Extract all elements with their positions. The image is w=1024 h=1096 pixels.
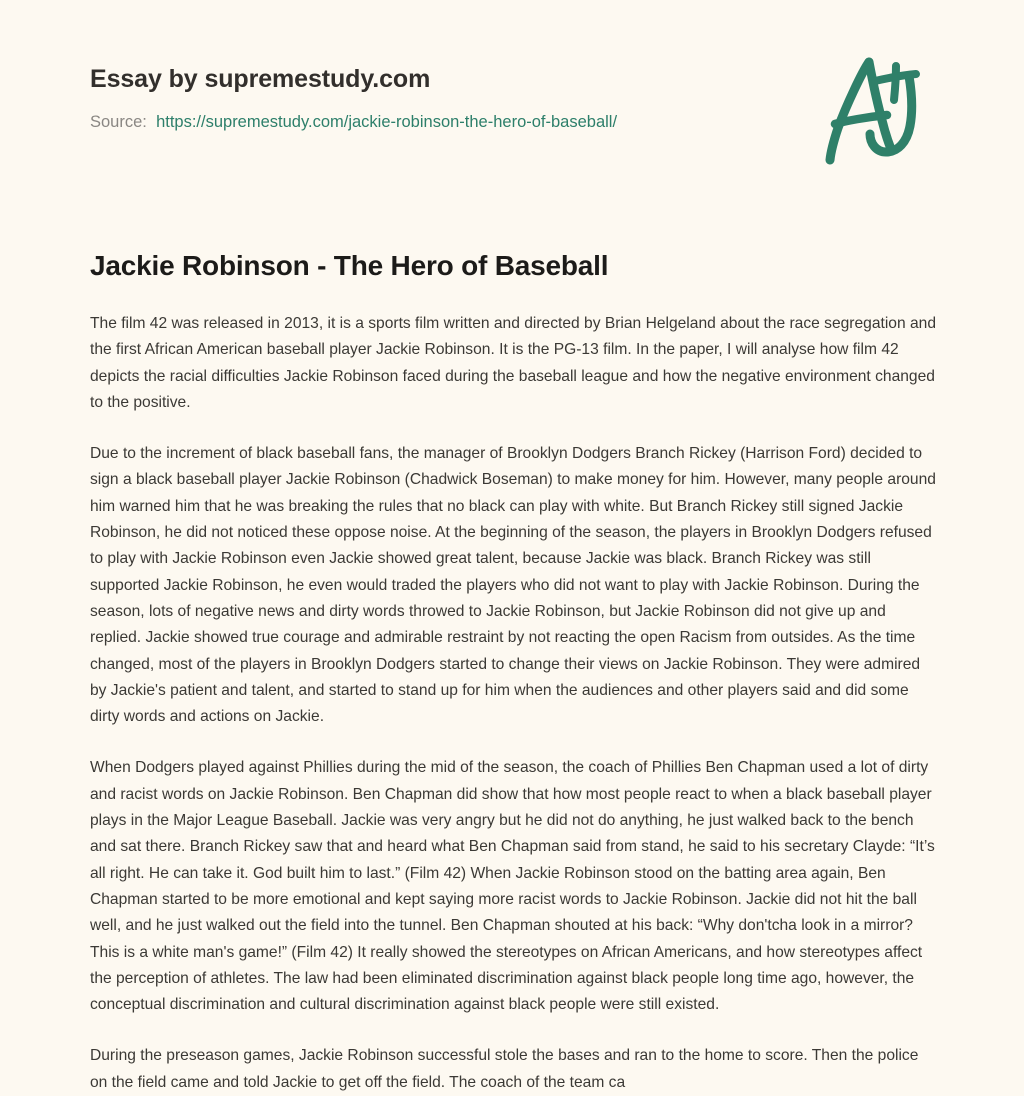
article-body [90,311,938,1096]
source-line [90,112,790,133]
article-paragraph: Due to the increment of black baseball fans, the manager of Brooklyn Dodgers Branch Rickey (Harrison Ford) decided to sign a black baseball player Jackie Robinson (Chadwick Boseman) to make money for him. However, many people around him warned him that he was breaking the rules that no black can play with white. But Branch Rickey still signed Jackie Robinson, he did not noticed these oppose noise. At the beginning of the season, the players in Brooklyn Dodgers refused to play with Jackie Robinson even Jackie showed great talent, because Jackie was black. Branch Rickey was still supported Jackie Robinson, he even would traded the players who did not want to play with Jackie Robinson. During the season, lots of negative news and dirty words throwed to Jackie Robinson, but Jackie Robinson did not give up and replied. Jackie showed true courage and admirable restraint by not reacting the open Racism from outsides. As the time changed, most of the players in Brooklyn Dodgers started to change their views on Jackie Robinson. They were admired by Jackie's patient and talent, and started to stand up for him when the audiences and other players said and did some dirty words and actions on Jackie. [90,445,936,726]
brand-block [90,64,790,133]
article-paragraph: During the preseason games, Jackie Robinson successful stole the bases and ran to the home to score. Then the police on the field came and told Jackie to get off the field. The coach of the team ca [90,1047,919,1091]
document-header [0,0,1024,200]
page-title: Jackie Robinson - The Hero of Baseball [90,250,609,281]
article [90,248,938,1096]
a-plus-logo-icon [812,48,947,183]
source-label: Source: [90,113,147,131]
a-plus-logo-glyph [812,48,947,183]
brand-title: Essay by supremestudy.com [90,65,431,93]
article-paragraph: The film 42 was released in 2013, it is a sports film written and directed by Brian Helgeland about the race segregation and the first African American baseball player Jackie Robinson. It is the PG-13 film. In the paper, I will analyse how film 42 depicts the racial difficulties Jackie Robinson faced during the baseball league and how the negative environment changed to the positive. [90,315,936,411]
source-url-link[interactable]: https://supremestudy.com/jackie-robinson-the-hero-of-baseball/ [156,113,618,131]
article-paragraph: When Dodgers played against Phillies during the mid of the season, the coach of Phillies Ben Chapman used a lot of dirty and racist words on Jackie Robinson. Ben Chapman did show that how most people react to when a black baseball player plays in the Major League Baseball. Jackie was very angry but he did not do anything, he just walked back to the bench and sat there. Branch Rickey saw that and heard what Ben Chapman said from stand, he said to his secretary Clayde: “It’s all right. He can take it. God built him to last.” (Film 42) When Jackie Robinson stood on the batting area again, Ben Chapman started to be more emotional and kept saying more racist words to Jackie Robinson. Jackie did not hit the ball well, and he just walked out the field into the tunnel. Ben Chapman shouted at his back: “Why don'tcha look in a mirror? This is a white man's game!” (Film 42) It really showed the stereotypes on African Americans, and how stereotypes affect the perception of athletes. The law had been eliminated discrimination against black people long time ago, however, the conceptual discrimination and cultural discrimination against black people were still existed. [90,759,935,1014]
